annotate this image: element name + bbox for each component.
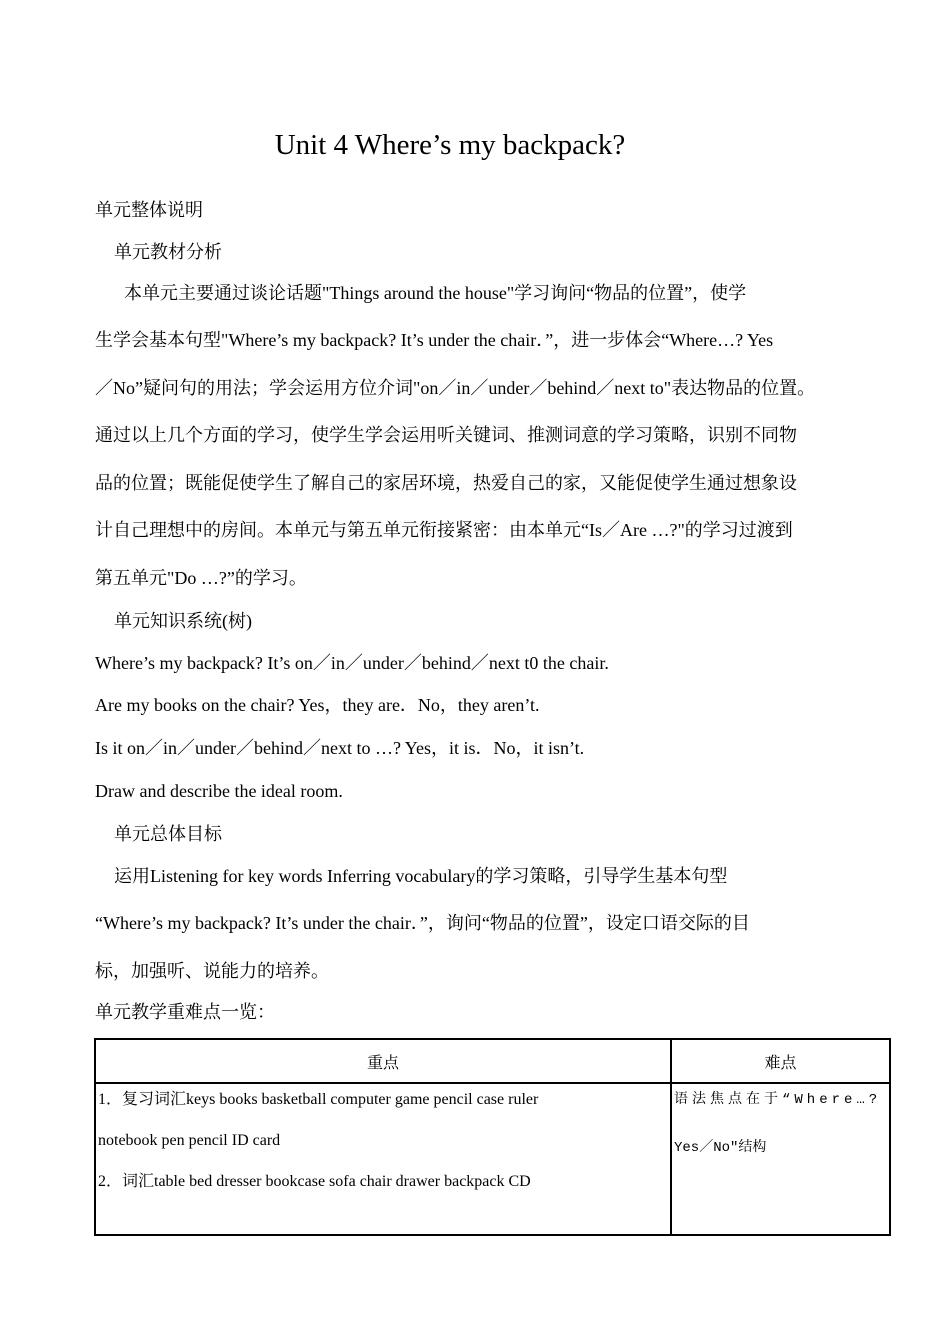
table-header-row [95, 1039, 890, 1083]
goal-line: 运用Listening for key words Inferring vocabulary的学习策略，引导学生基本句型 [114, 866, 728, 886]
difficulty-line: Yes／No"结构 [674, 1140, 767, 1156]
analysis-line: 品的位置；既能促使学生了解自己的家居环境，热爱自己的家，又能促使学生通过想象设 [95, 473, 797, 493]
heading-overall: 单元整体说明 [95, 200, 203, 220]
table-row [95, 1083, 890, 1235]
key-point-line: notebook pen pencil ID card [98, 1132, 281, 1149]
heading-table: 单元教学重难点一览： [95, 1002, 275, 1022]
tree-line: Where’s my backpack? It’s on／in／under／behind／next t0 the chair. [95, 653, 609, 673]
key-point-line: 1．复习词汇keys books basketball computer game pencil case ruler [98, 1091, 539, 1108]
analysis-line: 计自己理想中的房间。本单元与第五单元衔接紧密：由本单元“Is／Are …?"的学习过渡到 [95, 520, 793, 540]
goal-line: 标，加强听、说能力的培养。 [95, 961, 329, 981]
key-point-line: 2．词汇table bed dresser bookcase sofa chair drawer backpack CD [98, 1173, 531, 1190]
tree-line: Are my books on the chair? Yes，they are．No，they aren’t. [95, 695, 540, 715]
difficulty-cell [671, 1083, 890, 1235]
tree-line: Draw and describe the ideal room. [95, 781, 343, 801]
key-difficult-points-table [94, 1038, 891, 1236]
analysis-line: 本单元主要通过谈论话题"Things around the house"学习询问“物品的位置”，使学 [124, 283, 747, 303]
heading-goal: 单元总体目标 [114, 824, 222, 844]
analysis-line: ／No”疑问句的用法；学会运用方位介词"on／in／under／behind／next to"表达物品的位置。 [95, 378, 816, 398]
key-points-cell [95, 1083, 671, 1235]
page-title: Unit 4 Where’s my backpack? [274, 129, 626, 161]
header-key-points: 重点 [95, 1039, 671, 1083]
analysis-line: 第五单元"Do …?”的学习。 [95, 568, 307, 588]
header-difficulty: 难点 [671, 1039, 890, 1083]
difficulty-line: 语法焦点在于“Where…? [674, 1092, 882, 1108]
analysis-line: 生学会基本句型"Where’s my backpack? It’s under the chair．”，进一步体会“Where…? Yes [95, 330, 774, 350]
analysis-line: 通过以上几个方面的学习，使学生学会运用听关键词、推测词意的学习策略，识别不同物 [95, 425, 797, 445]
heading-tree: 单元知识系统(树) [114, 611, 252, 631]
heading-analysis: 单元教材分析 [114, 242, 222, 262]
goal-line: “Where’s my backpack? It’s under the chair．”，询问“物品的位置”，设定口语交际的目 [95, 913, 750, 933]
tree-line: Is it on／in／under／behind／next to …? Yes，it is．No，it isn’t. [95, 738, 585, 758]
